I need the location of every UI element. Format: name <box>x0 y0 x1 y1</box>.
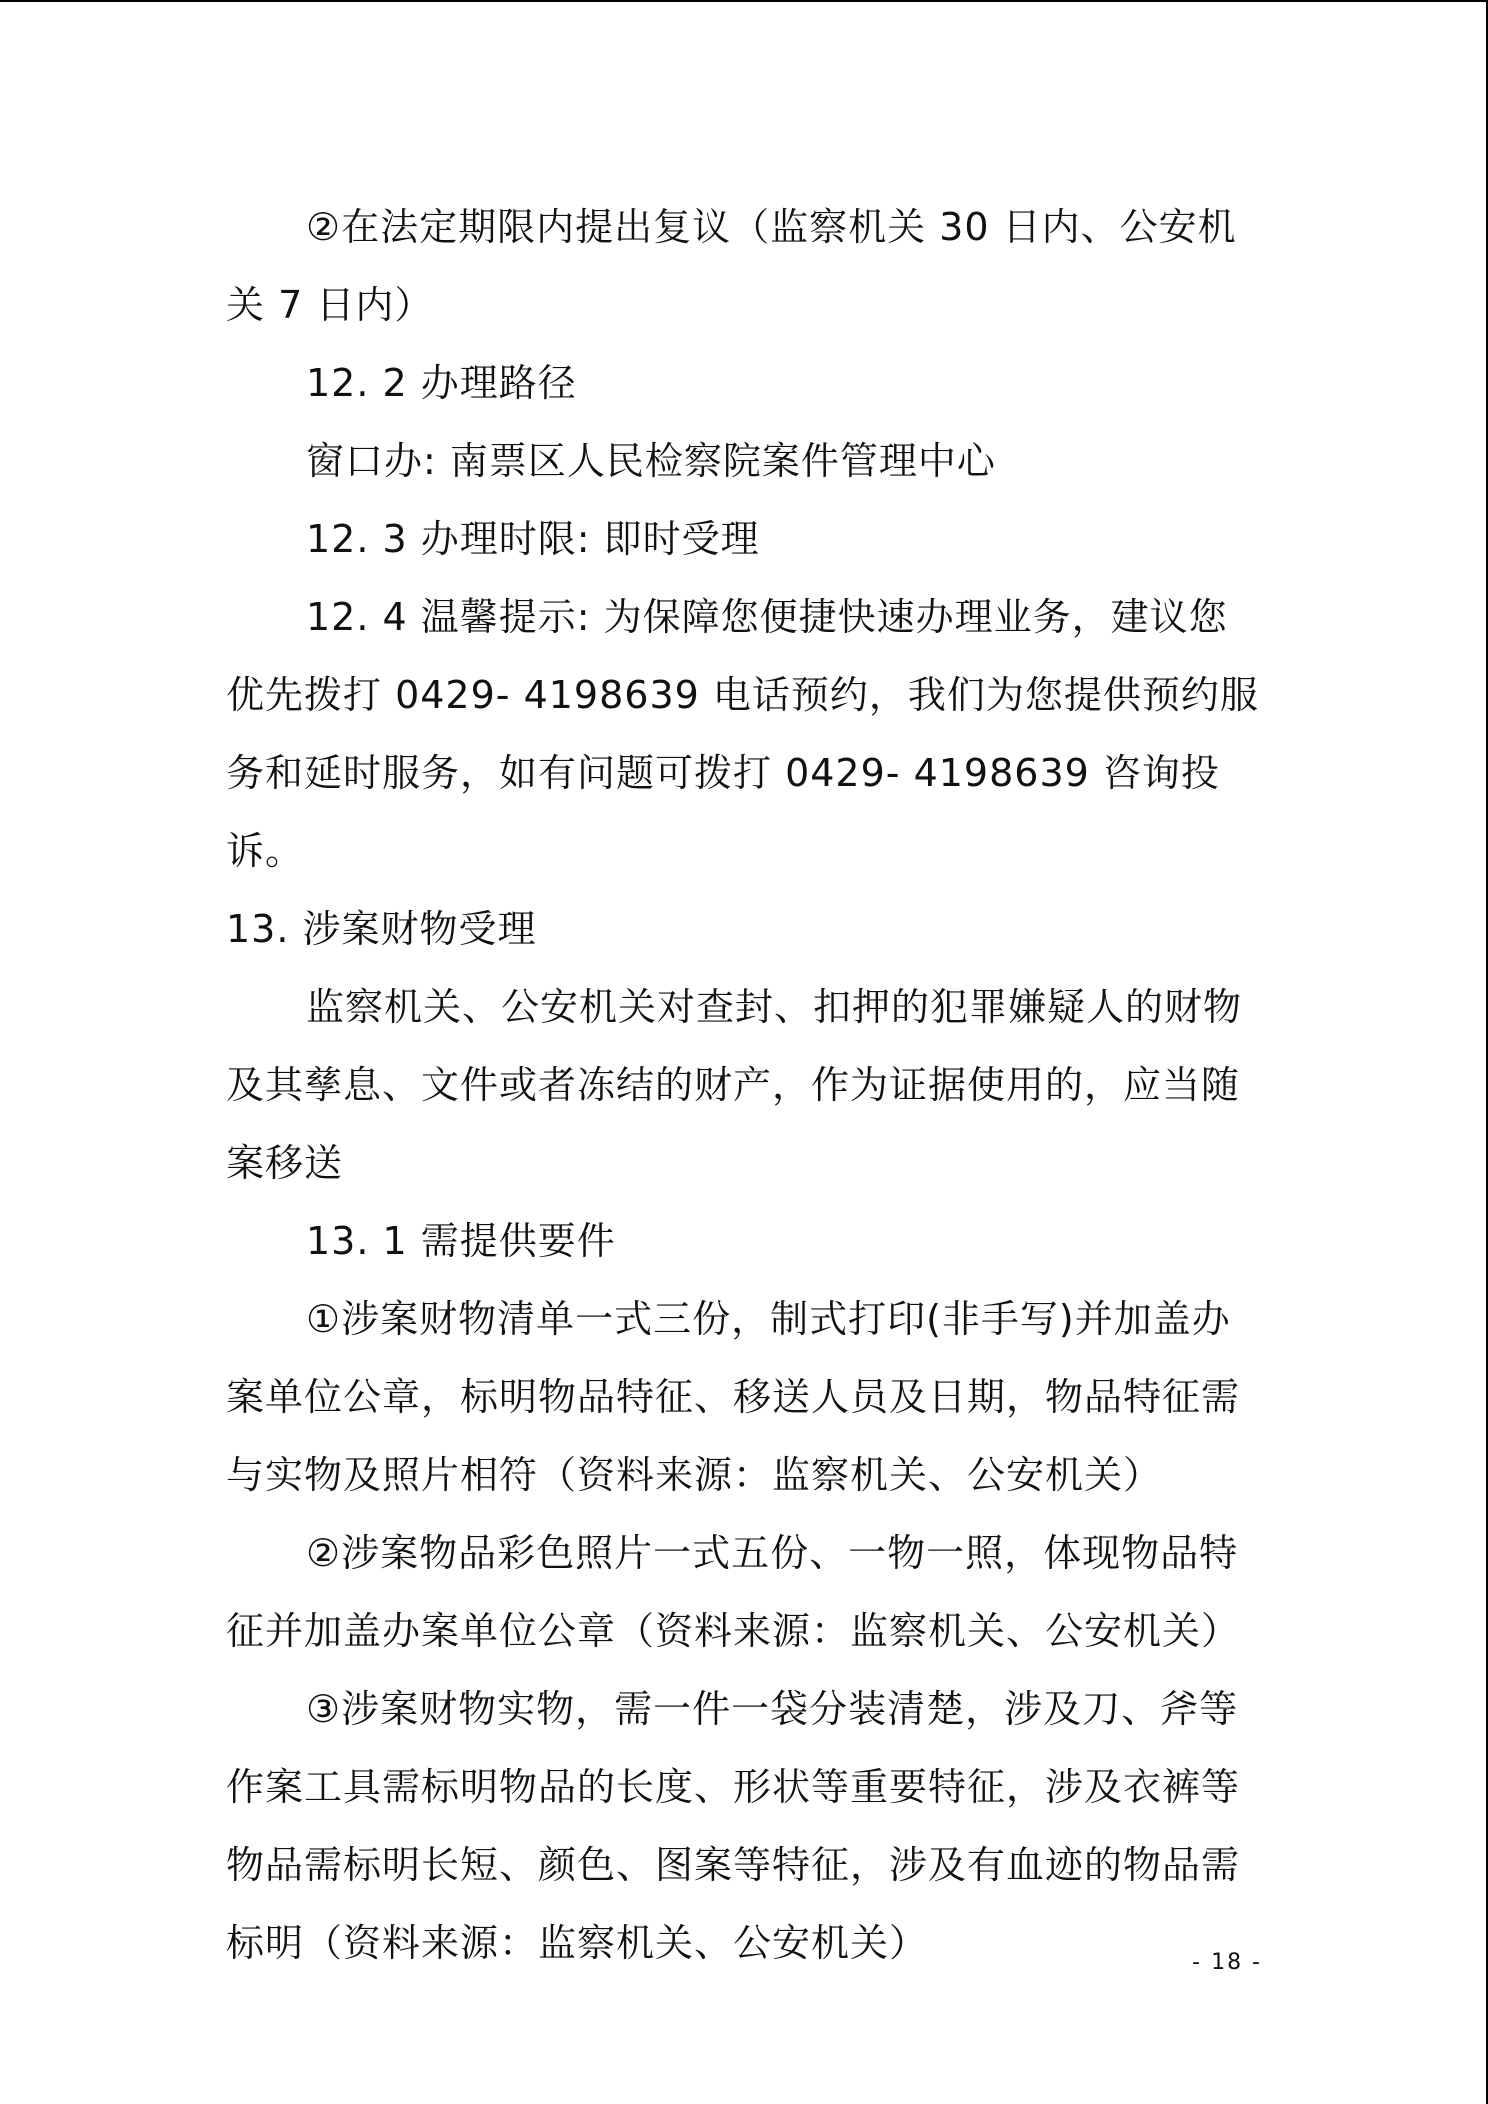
paragraph-item-3: ③涉案财物实物，需一件一袋分装清楚，涉及刀、斧等作案工具需标明物品的长度、形状等重要特征，涉及衣裤等物品需标明长短、颜色、图案等特征，涉及有血迹的物品需标明（资料来源：监察机关、公安机关） <box>226 1687 1241 1965</box>
paragraph-13-intro: 监察机关、公安机关对查封、扣押的犯罪嫌疑人的财物及其孳息、文件或者冻结的财产，作为证据使用的，应当随案移送 <box>226 985 1243 1185</box>
heading-12-3: 12. 3 办理时限: 即时受理 <box>306 517 760 561</box>
heading-12-2: 12. 2 办理路径 <box>306 361 577 405</box>
heading-13-1: 13. 1 需提供要件 <box>306 1219 616 1263</box>
page-number: - 18 - <box>1192 1950 1262 1975</box>
paragraph-item-1: ①涉案财物清单一式三份，制式打印(非手写)并加盖办案单位公章，标明物品特征、移送人员及日期，物品特征需与实物及照片相符（资料来源：监察机关、公安机关） <box>226 1297 1241 1497</box>
heading-13: 13. 涉案财物受理 <box>226 907 537 951</box>
paragraph-window: 窗口办: 南票区人民检察院案件管理中心 <box>306 439 996 483</box>
paragraph-12-4-tips: 12. 4 温馨提示: 为保障您便捷快速办理业务，建议您优先拨打 0429- 4198639 电话预约，我们为您提供预约服务和延时服务，如有问题可拨打 0429- 4198639 咨询投诉。 <box>226 595 1259 873</box>
document-body <box>226 188 1262 1982</box>
paragraph-item-2: ②涉案物品彩色照片一式五份、一物一照，体现物品特征并加盖办案单位公章（资料来源：监察机关、公安机关） <box>226 1531 1241 1653</box>
paragraph-review-deadline: ②在法定期限内提出复议（监察机关 30 日内、公安机关 7 日内） <box>226 205 1237 327</box>
page-border-top <box>0 0 1488 2</box>
